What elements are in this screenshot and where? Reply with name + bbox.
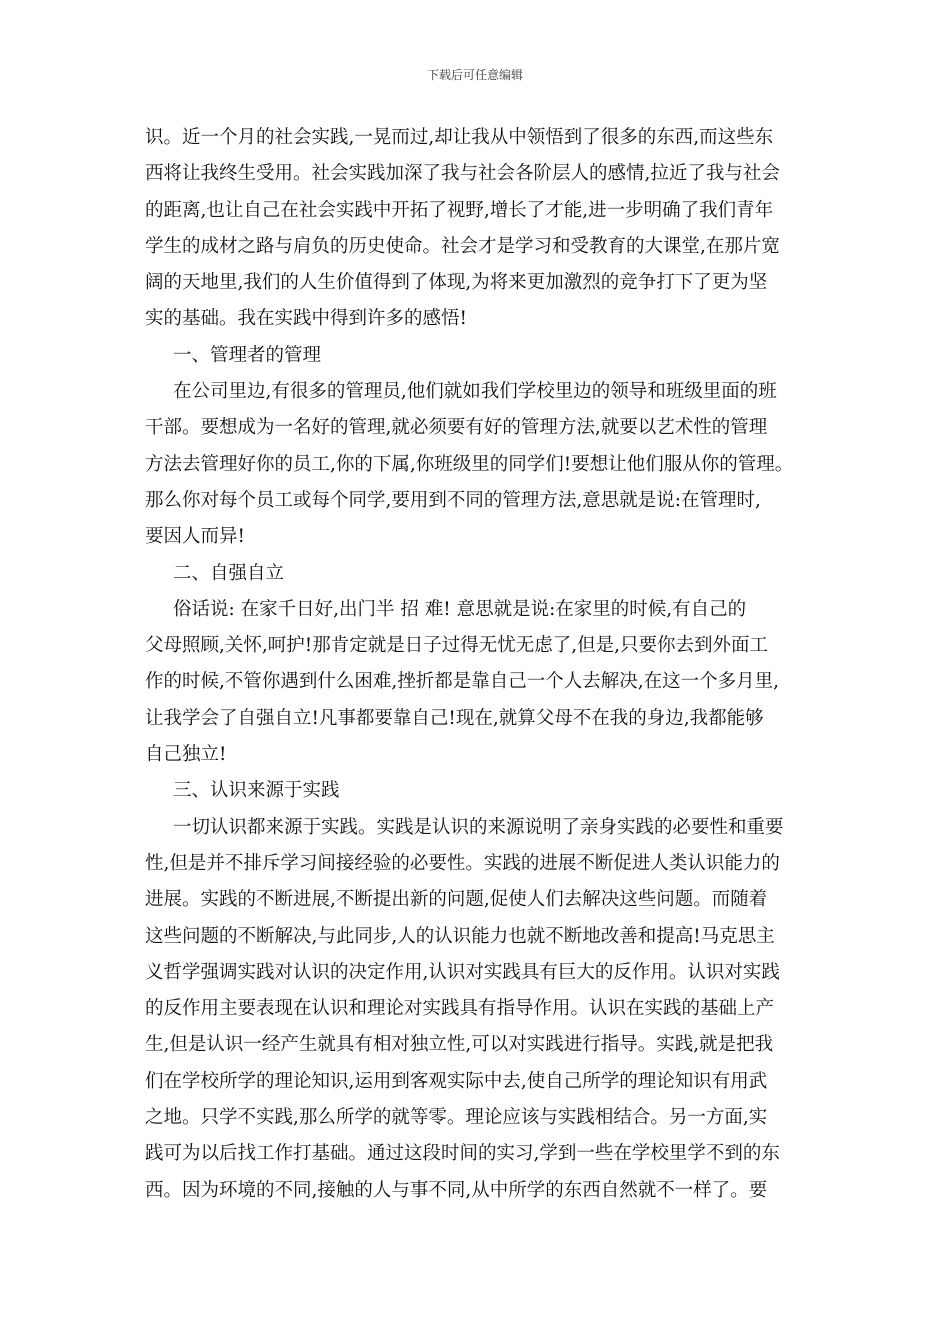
text-line: 生,但是认识一经产生就具有相对独立性,可以对实践进行指导。实践,就是把我 [145, 1034, 774, 1056]
text-line: 的反作用主要表现在认识和理论对实践具有指导作用。认识在实践的基础上产 [145, 998, 775, 1020]
text-line: 这些问题的不断解决,与此同步,人的认识能力也就不断地改善和提高!马克思主 [145, 925, 775, 947]
text-line: 父母照顾,关怀,呵护!那肯定就是日子过得无忧无虑了,但是,只要你去到外面工 [145, 635, 768, 657]
text-line: 让我学会了自强自立!凡事都要靠自己!现在,就算父母不在我的身边,我都能够 [145, 707, 764, 729]
text-line: 的距离,也让自己在社会实践中开拓了视野,增长了才能,进一步明确了我们青年 [145, 199, 774, 221]
text-line: 识。近一个月的社会实践,一晃而过,却让我从中领悟到了很多的东西,而这些东 [145, 127, 774, 148]
text-line: 要因人而异! [145, 526, 245, 548]
text-line: 在公司里边,有很多的管理员,他们就如我们学校里边的领导和班级里面的班 [173, 381, 777, 403]
text-line: 一切认识都来源于实践。实践是认识的来源说明了亲身实践的必要性和重要 [173, 816, 784, 838]
text-line: 义哲学强调实践对认识的决定作用,认识对实践具有巨大的反作用。认识对实践 [145, 961, 780, 983]
text-line: 作的时候,不管你遇到什么困难,挫折都是靠自己一个人去解决,在这一个多月里, [145, 671, 780, 693]
text-line: 自己独立! [145, 744, 227, 766]
text-line: 那么你对每个员工或每个同学,要用到不同的管理方法,意思就是说:在管理时, [145, 489, 761, 511]
text-line: 一、管理者的管理 [173, 344, 322, 366]
text-line: 之地。只学不实践,那么所学的就等零。理论应该与实践相结合。另一方面,实 [145, 1107, 768, 1129]
document-body [145, 120, 810, 1209]
text-line: 践可为以后找工作打基础。通过这段时间的实习,学到一些在学校里学不到的东 [145, 1143, 780, 1165]
text-line: 们在学校所学的理论知识,运用到客观实际中去,使自己所学的理论知识有用武 [145, 1070, 768, 1092]
text-line: 西将让我终生受用。社会实践加深了我与社会各阶层人的感情,拉近了我与社会 [145, 163, 780, 185]
text-line: 二、自强自立 [173, 562, 285, 584]
text-line: 方法去管理好你的员工,你的下属,你班级里的同学们!要想让他们服从你的管理。 [145, 453, 794, 475]
text-line: 西。因为环境的不同,接触的人与事不同,从中所学的东西自然就不一样了。要 [145, 1179, 768, 1201]
text-line: 三、认识来源于实践 [173, 780, 340, 802]
header-note: 下载后可任意编辑 [426, 68, 523, 82]
text-line: 学生的成材之路与肩负的历史使命。社会才是学习和受教育的大课堂,在那片宽 [145, 235, 780, 257]
text-line: 干部。要想成为一名好的管理,就必须要有好的管理方法,就要以艺术性的管理 [145, 417, 768, 439]
text-line: 实的基础。我在实践中得到许多的感悟! [145, 308, 467, 330]
text-line: 阔的天地里,我们的人生价值得到了体现,为将来更加激烈的竞争打下了更为坚 [145, 272, 768, 294]
text-line: 进展。实践的不断进展,不断提出新的问题,促使人们去解决这些问题。而随着 [145, 889, 768, 911]
text-line: 俗话说: 在家千日好,出门半 招 难! 意思就是说:在家里的时候,有自己的 [173, 598, 747, 620]
text-line: 性,但是并不排斥学习间接经验的必要性。实践的进展不断促进人类认识能力的 [145, 852, 780, 874]
